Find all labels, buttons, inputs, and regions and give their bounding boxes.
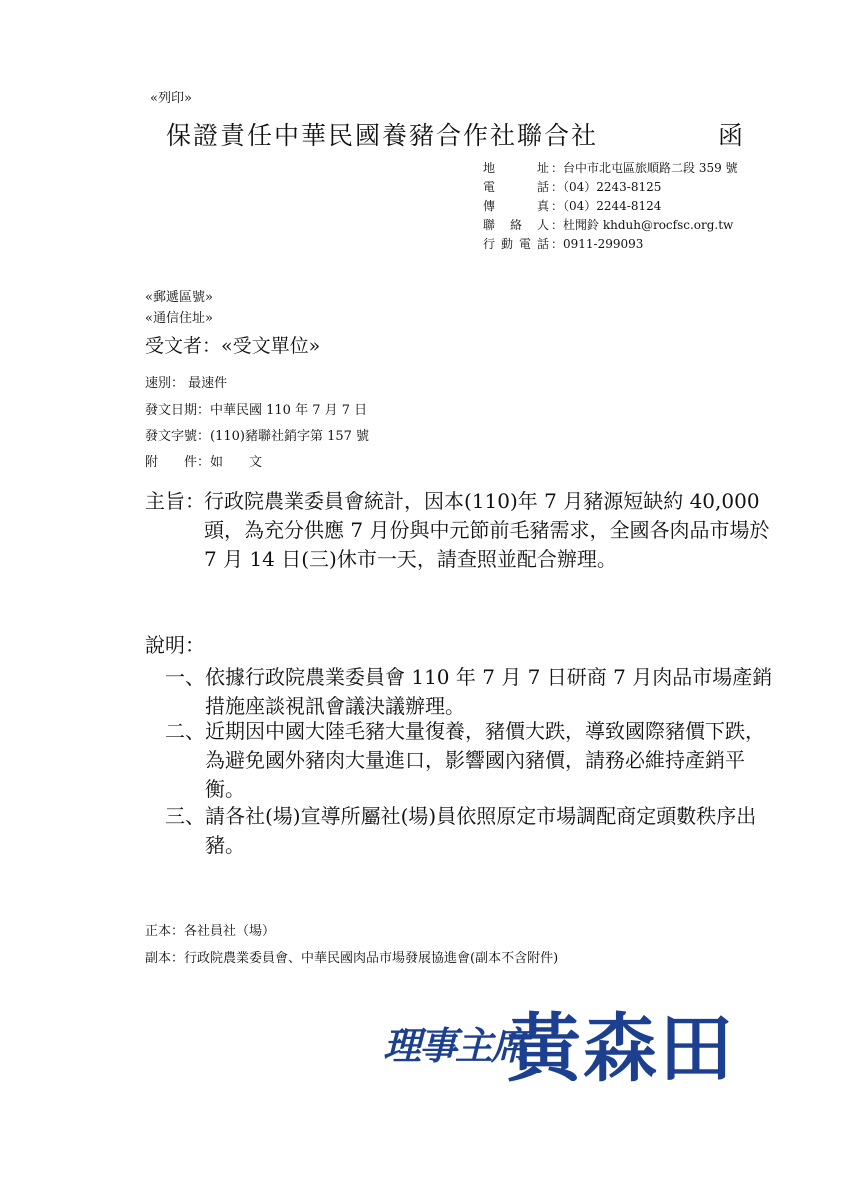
sender-mobile <box>483 235 813 254</box>
reference-number: 發文字號：(110)豬聯社銷字第 157 號 <box>145 429 370 444</box>
subject-text: 行政院農業委員會統計，因本(110)年 7 月豬源短缺約 40,000 頭，為充分供應 7 月份與中元節前毛豬需求，全國各肉品市場於 7 月 14 日(三)休市一天，請查照並配合辦理。 <box>204 489 770 571</box>
sender-info <box>483 159 813 254</box>
sender-label: 電 話 <box>483 180 549 194</box>
cc-copy: 副本：行政院農業委員會、中華民國肉品市場發展協進會(副本不含附件) <box>145 951 559 966</box>
explanation-item-number: 一、 <box>165 665 205 689</box>
sender-fax <box>483 197 813 216</box>
print-tag: «列印» <box>150 91 192 106</box>
sender-value: ：0911-299093 <box>551 237 644 251</box>
original-copy: 正本：各社員社（場） <box>145 924 276 939</box>
explanation-item-text: 近期因中國大陸毛豬大量復養，豬價大跌，導致國際豬價下跌，為避免國外豬肉大量進口，影響國內豬價，請務必維持產銷平衡。 <box>205 719 765 801</box>
attachment <box>145 453 262 473</box>
explanation-item-text: 請各社(場)宣導所屬社(場)員依照原定市場調配商定頭數秩序出豬。 <box>205 804 757 857</box>
sender-label: 地 址 <box>483 161 549 175</box>
sender-phone <box>483 178 813 197</box>
sender-contact <box>483 216 813 235</box>
sender-value: ：台中市北屯區旅順路二段 359 號 <box>551 161 738 175</box>
issue-date: 發文日期：中華民國 110 年 7 月 7 日 <box>145 403 368 418</box>
explanation-item-number: 二、 <box>165 719 205 743</box>
signature-name: 黃森田 <box>507 1006 735 1092</box>
sender-label: 傳 真 <box>483 199 549 213</box>
explanation-label: 說明： <box>145 633 205 657</box>
sender-label: 聯 絡 人 <box>483 218 549 232</box>
attachment-label: 附 件： <box>145 455 211 470</box>
sender-label: 行動電話 <box>483 237 549 251</box>
sender-value: ：（04）2243-8125 <box>551 180 662 194</box>
sender-value: ：（04）2244-8124 <box>551 199 662 213</box>
explanation-item-text: 依據行政院農業委員會 110 年 7 月 7 日研商 7 月肉品市場產銷措施座談視訊會議決議辦理。 <box>205 665 773 718</box>
speed: 速別： 最速件 <box>145 376 228 391</box>
subject-label: 主旨： <box>145 489 205 513</box>
org-title: 保證責任中華民國養豬合作社聯合社 <box>166 121 599 150</box>
explanation-item-number: 三、 <box>165 804 205 828</box>
postal-code: «郵遞區號» <box>145 290 213 305</box>
doc-type: 函 <box>718 121 746 150</box>
sender-value: ：杜聞鈴 khduh@rocfsc.org.tw <box>551 218 734 232</box>
sender-address <box>483 159 813 178</box>
mail-address: «通信住址» <box>145 311 213 326</box>
attachment-value: 如 文 <box>210 455 263 470</box>
signature-title: 理事主席 <box>383 1024 528 1068</box>
recipient: 受文者：«受文單位» <box>145 335 321 357</box>
